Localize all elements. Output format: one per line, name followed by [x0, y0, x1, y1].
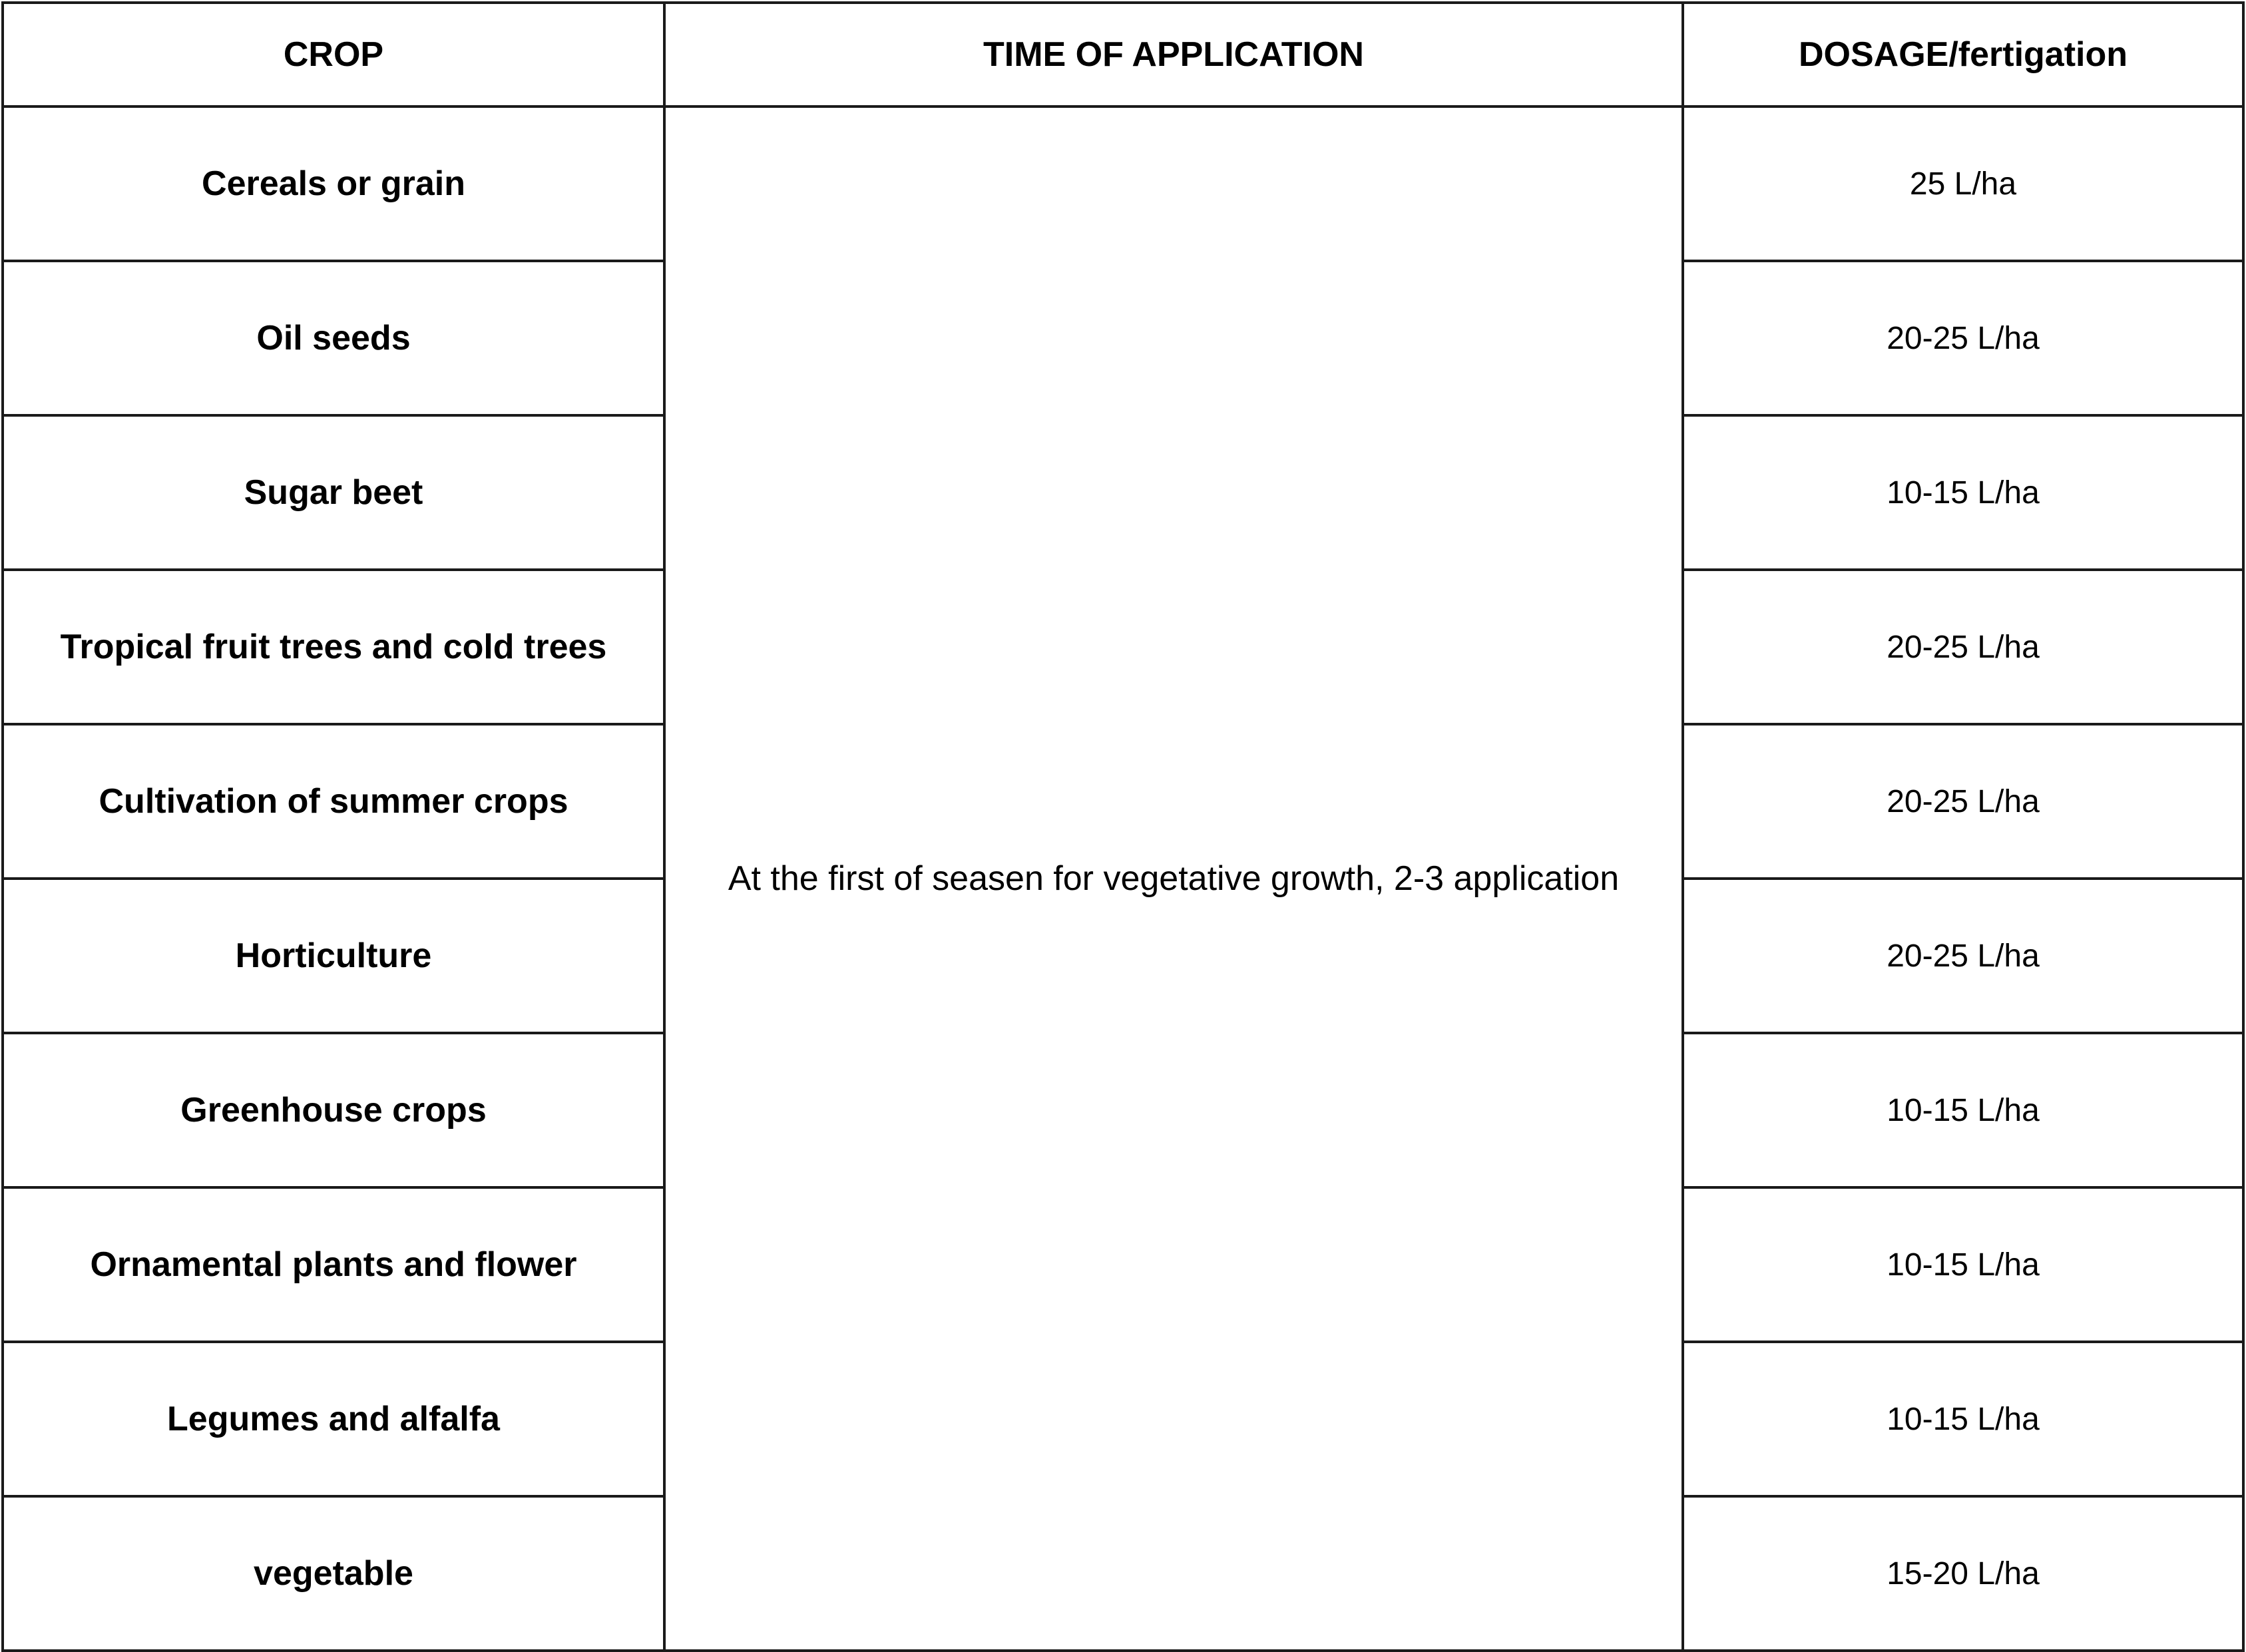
table-row	[3, 106, 2243, 261]
header-crop: CROP	[3, 3, 664, 106]
dosage-cell: 25 L/ha	[1683, 106, 2243, 261]
crop-cell: Greenhouse crops	[3, 1033, 664, 1187]
time-of-application-cell: At the first of seasen for vegetative growth, 2-3 application	[664, 106, 1683, 1651]
crop-cell: Cereals or grain	[3, 106, 664, 261]
crop-cell: vegetable	[3, 1496, 664, 1651]
crop-cell: Ornamental plants and flower	[3, 1187, 664, 1342]
table-header-row	[3, 3, 2243, 106]
dosage-cell: 10-15 L/ha	[1683, 415, 2243, 570]
header-dosage: DOSAGE/fertigation	[1683, 3, 2243, 106]
dosage-cell: 10-15 L/ha	[1683, 1342, 2243, 1496]
dosage-cell: 20-25 L/ha	[1683, 570, 2243, 724]
dosage-cell: 20-25 L/ha	[1683, 261, 2243, 415]
crop-cell: Tropical fruit trees and cold trees	[3, 570, 664, 724]
dosage-cell: 20-25 L/ha	[1683, 724, 2243, 879]
dosage-cell: 10-15 L/ha	[1683, 1033, 2243, 1187]
crop-dosage-table	[1, 1, 2245, 1652]
crop-cell: Cultivation of summer crops	[3, 724, 664, 879]
header-time-of-application: TIME OF APPLICATION	[664, 3, 1683, 106]
crop-cell: Sugar beet	[3, 415, 664, 570]
dosage-cell: 20-25 L/ha	[1683, 879, 2243, 1033]
crop-cell: Legumes and alfalfa	[3, 1342, 664, 1496]
crop-cell: Horticulture	[3, 879, 664, 1033]
dosage-cell: 15-20 L/ha	[1683, 1496, 2243, 1651]
crop-cell: Oil seeds	[3, 261, 664, 415]
dosage-cell: 10-15 L/ha	[1683, 1187, 2243, 1342]
